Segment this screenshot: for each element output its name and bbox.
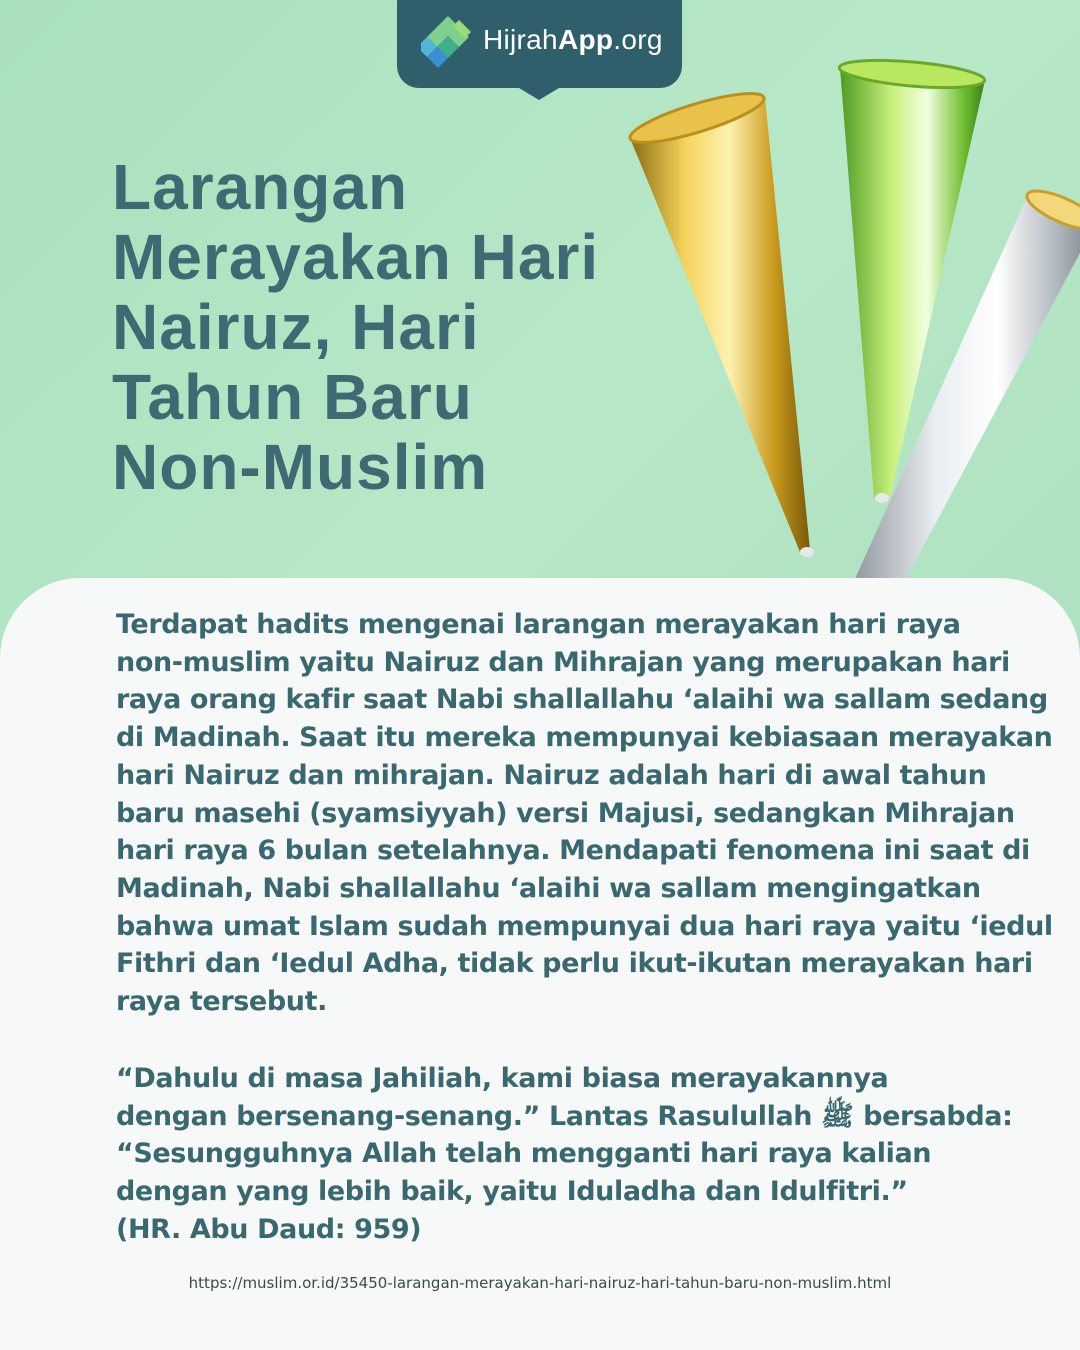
party-horns-illustration	[600, 50, 1080, 590]
body-line: baru masehi (syamsiyyah) versi Majusi, sedangkan Mihrajan	[116, 797, 1015, 829]
title-line: Tahun Baru	[112, 361, 473, 433]
title-line: Merayakan Hari	[112, 221, 600, 293]
quote-line: dengan bersenang-senang.” Lantas Rasulullah ﷺ bersabda:	[116, 1100, 1013, 1132]
source-link[interactable]: https://muslim.or.id/35450-larangan-merayakan-hari-nairuz-hari-tahun-baru-non-muslim.html	[188, 1274, 892, 1292]
quote-line: (HR. Abu Daud: 959)	[116, 1213, 422, 1245]
brand-name-bold: App	[557, 24, 614, 55]
body-line: raya orang kafir saat Nabi shallallahu ‘alaihi wa sallam sedang	[116, 684, 1048, 716]
quote-line: dengan yang lebih baik, yaitu Iduladha dan Idulfitri.”	[116, 1176, 908, 1208]
brand-name-regular: Hijrah	[483, 24, 558, 55]
quote-line: “Sesungguhnya Allah telah mengganti hari raya kalian	[116, 1138, 932, 1170]
title-line: Non-Muslim	[112, 431, 489, 503]
body-line: Terdapat hadits mengenai larangan merayakan hari raya	[116, 609, 961, 640]
body-line: di Madinah. Saat itu mereka mempunyai kebiasaan merayakan	[116, 722, 1053, 754]
brand-name-suffix: .org	[613, 24, 663, 55]
body-line: bahwa umat Islam sudah mempunyai dua hari raya yaitu ‘iedul	[116, 910, 1053, 942]
hadith-quote	[116, 1060, 1036, 1249]
hijrahapp-logo-icon	[419, 10, 477, 70]
body-line: raya tersebut.	[116, 986, 327, 1018]
body-paragraph	[116, 606, 1053, 1021]
page-title	[112, 152, 632, 502]
body-line: non-muslim yaitu Nairuz dan Mihrajan yang merupakan hari	[116, 646, 1010, 678]
body-line: Madinah, Nabi shallallahu ‘alaihi wa sallam mengingatkan	[116, 872, 981, 904]
body-line: hari Nairuz dan mihrajan. Nairuz adalah hari di awal tahun	[116, 759, 987, 791]
quote-line: “Dahulu di masa Jahiliah, kami biasa merayakannya	[116, 1063, 889, 1094]
body-line: hari raya 6 bulan setelahnya. Mendapati fenomena ini saat di	[116, 835, 1030, 867]
title-line: Nairuz, Hari	[112, 291, 480, 363]
title-line: Larangan	[112, 151, 409, 223]
gold-horn-icon	[626, 84, 814, 557]
body-line: Fithri dan ‘Iedul Adha, tidak perlu ikut-ikutan merayakan hari	[116, 948, 1033, 980]
